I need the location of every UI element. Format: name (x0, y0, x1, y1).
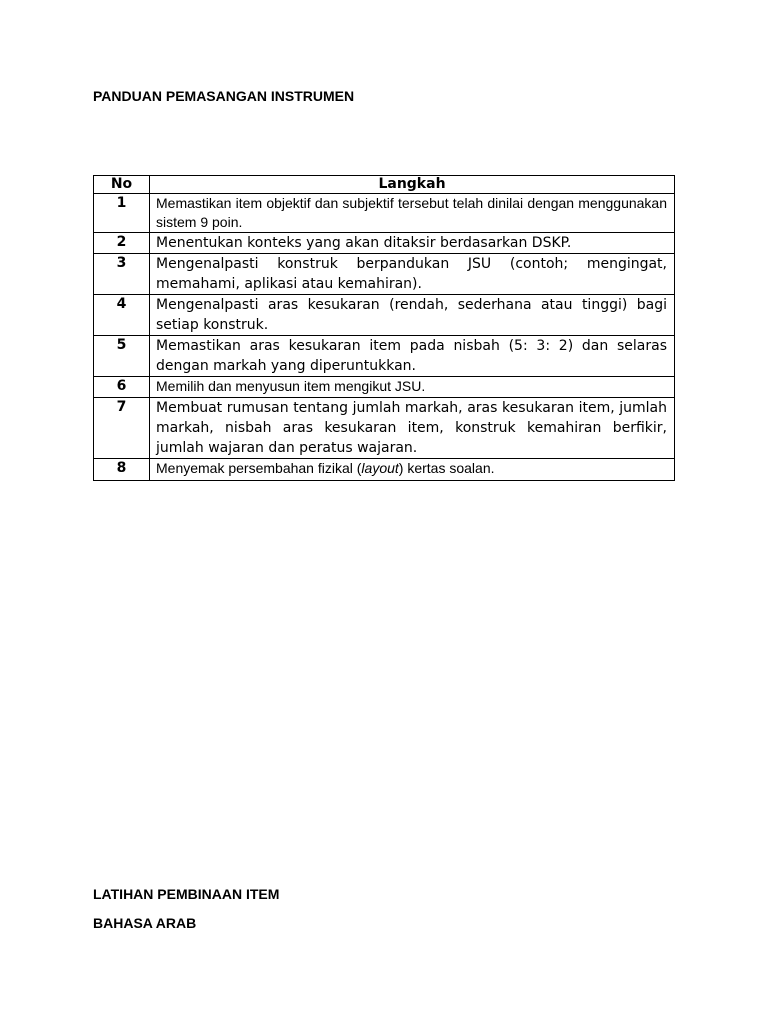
row-number: 6 (94, 377, 150, 398)
row-number: 3 (94, 254, 150, 295)
instrument-steps-table (93, 175, 675, 481)
row-number: 7 (94, 398, 150, 459)
table-row (94, 295, 675, 336)
row-number: 8 (94, 459, 150, 481)
row-step-text: Membuat rumusan tentang jumlah markah, aras kesukaran item, jumlah markah, nisbah aras kesukaran item, konstruk kemahiran berfikir, jumlah wajaran dan peratus wajaran. (150, 398, 675, 459)
footer-heading-latihan: LATIHAN PEMBINAAN ITEM (93, 886, 280, 902)
row-step-text-italic: layout (361, 460, 399, 476)
row-step-text: Memilih dan menyusun item mengikut JSU. (150, 377, 675, 398)
table-row (94, 233, 675, 254)
row-number: 2 (94, 233, 150, 254)
table-row (94, 459, 675, 481)
table-row (94, 377, 675, 398)
table-row (94, 336, 675, 377)
column-header-langkah: Langkah (150, 176, 675, 194)
row-step-text-after: ) kertas soalan. (398, 460, 495, 476)
table-row (94, 398, 675, 459)
row-step-text: Memastikan item objektif dan subjektif tersebut telah dinilai dengan menggunakan sistem 9 poin. (150, 194, 675, 233)
row-step-text (150, 459, 675, 481)
table-row (94, 194, 675, 233)
table-row (94, 254, 675, 295)
row-step-text-before: Menyemak persembahan fizikal ( (156, 460, 362, 476)
row-step-text: Memastikan aras kesukaran item pada nisbah (5: 3: 2) dan selaras dengan markah yang diperuntukkan. (150, 336, 675, 377)
table-header-row (94, 176, 675, 194)
row-step-text: Mengenalpasti aras kesukaran (rendah, sederhana atau tinggi) bagi setiap konstruk. (150, 295, 675, 336)
column-header-no: No (94, 176, 150, 194)
row-number: 5 (94, 336, 150, 377)
row-number: 1 (94, 194, 150, 233)
row-step-text: Menentukan konteks yang akan ditaksir berdasarkan DSKP. (150, 233, 675, 254)
page-title: PANDUAN PEMASANGAN INSTRUMEN (93, 88, 355, 104)
row-number: 4 (94, 295, 150, 336)
footer-heading-bahasa: BAHASA ARAB (93, 915, 197, 931)
row-step-text: Mengenalpasti konstruk berpandukan JSU (contoh; mengingat, memahami, aplikasi atau kemahiran). (150, 254, 675, 295)
